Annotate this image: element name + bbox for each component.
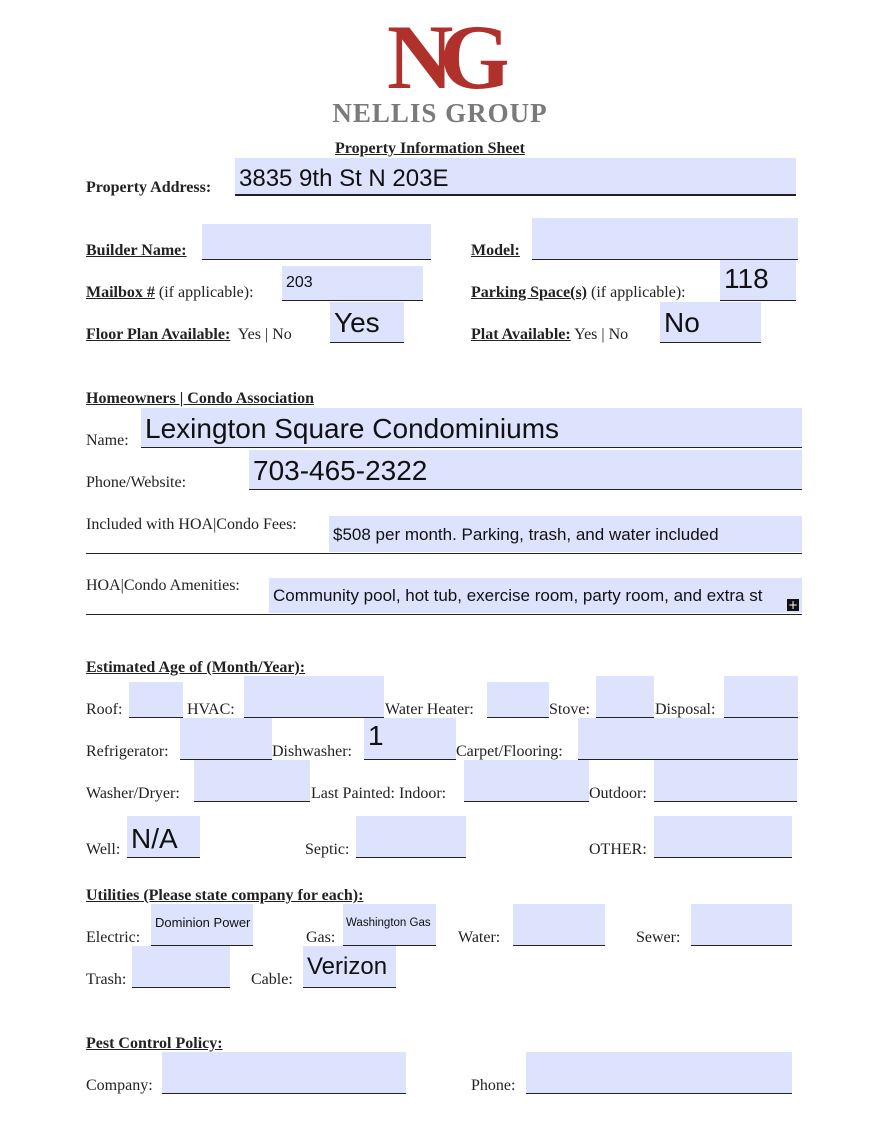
floor-plan-value: Yes (334, 307, 380, 338)
gas-value: Washington Gas (346, 917, 431, 929)
outdoor-label: Outdoor: (589, 785, 647, 802)
disposal-field[interactable] (724, 676, 798, 718)
dishwasher-label: Dishwasher: (272, 743, 352, 760)
dishwasher-field[interactable] (364, 718, 456, 760)
carpet-field[interactable] (578, 718, 798, 760)
hoa-amenities-label: HOA|Condo Amenities: (86, 577, 240, 594)
plat-field[interactable] (660, 302, 761, 343)
parking-label (471, 284, 686, 302)
pest-phone-label: Phone: (471, 1077, 516, 1094)
well-field[interactable] (127, 816, 200, 858)
hoa-fees-line (86, 553, 802, 554)
hvac-label: HVAC: (187, 701, 235, 718)
outdoor-field[interactable] (654, 760, 797, 802)
other-field[interactable] (654, 816, 792, 858)
builder-name-field[interactable] (202, 224, 431, 260)
hvac-field[interactable] (244, 676, 384, 718)
refrigerator-field[interactable] (180, 718, 272, 760)
cable-label: Cable: (251, 971, 293, 988)
stove-field[interactable] (596, 676, 654, 718)
plat-label (471, 326, 628, 344)
hoa-phone-label: Phone/Website: (86, 474, 187, 491)
trash-label: Trash: (86, 971, 127, 988)
model-field[interactable] (532, 218, 798, 260)
refrigerator-label: Refrigerator: (86, 743, 169, 760)
hoa-name-value: Lexington Square Condominiums (145, 413, 560, 444)
hoa-fees-field[interactable] (329, 516, 802, 552)
stove-label: Stove: (549, 701, 590, 718)
floor-plan-field[interactable] (330, 302, 404, 343)
utilities-heading: Utilities (Please state company for each): (86, 887, 364, 904)
parking-value: 118 (724, 263, 769, 294)
painted-indoor-field[interactable] (464, 760, 589, 802)
cable-value: Verizon (307, 953, 388, 980)
floor-plan-options: Yes | No (237, 326, 292, 343)
other-label: OTHER: (589, 841, 647, 858)
carpet-label: Carpet/Flooring: (456, 743, 563, 760)
floor-plan-label (86, 326, 292, 344)
electric-field[interactable] (151, 904, 253, 946)
hoa-amenities-value: Community pool, hot tub, exercise room, party room, and extra st (273, 586, 763, 605)
hoa-amenities-field[interactable] (269, 578, 802, 613)
sewer-field[interactable] (691, 904, 792, 946)
trash-field[interactable] (132, 946, 230, 988)
roof-label: Roof: (86, 701, 123, 718)
hoa-heading: Homeowners | Condo Association (86, 390, 314, 407)
hoa-fees-value: $508 per month. Parking, trash, and water included (333, 525, 719, 544)
washer-field[interactable] (194, 760, 310, 802)
logo-name: NELLIS GROUP (332, 98, 548, 128)
well-label: Well: (86, 841, 121, 858)
mailbox-field[interactable] (282, 266, 423, 301)
septic-field[interactable] (356, 816, 466, 858)
property-address-field[interactable] (235, 158, 796, 196)
mailbox-value: 203 (286, 274, 313, 291)
plat-label-text: Plat Available: (471, 326, 571, 343)
water-heater-field[interactable] (487, 682, 549, 718)
hoa-amenities-line (86, 614, 802, 615)
disposal-label: Disposal: (655, 701, 716, 718)
hoa-fees-label: Included with HOA|Condo Fees: (86, 516, 297, 533)
water-heater-label: Water Heater: (385, 701, 474, 718)
property-address-value: 3835 9th St N 203E (239, 165, 449, 192)
plat-value: No (664, 307, 700, 338)
logo-monogram (377, 14, 507, 94)
washer-label: Washer/Dryer: (86, 785, 180, 802)
electric-label: Electric: (86, 929, 141, 946)
pest-heading: Pest Control Policy: (86, 1035, 223, 1052)
plus-icon[interactable]: + (787, 598, 799, 612)
mailbox-label-text: Mailbox # (86, 284, 155, 301)
mailbox-label (86, 284, 254, 302)
parking-note: (if applicable): (591, 284, 686, 301)
electric-value: Dominion Power (155, 915, 251, 930)
parking-label-text: Parking Space(s) (471, 284, 587, 301)
hoa-phone-value: 703-465-2322 (253, 455, 428, 486)
cable-field[interactable] (303, 946, 396, 988)
roof-field[interactable] (129, 682, 183, 718)
dishwasher-value: 1 (368, 720, 384, 751)
age-heading: Estimated Age of (Month/Year): (86, 659, 306, 676)
water-field[interactable] (513, 904, 605, 946)
well-value: N/A (131, 823, 178, 854)
builder-name-label: Builder Name: (86, 242, 187, 259)
gas-field[interactable] (343, 904, 436, 946)
property-address-label: Property Address: (86, 179, 212, 196)
sheet-title: Property Information Sheet (335, 140, 525, 157)
hoa-name-field[interactable] (141, 408, 802, 448)
pest-company-label: Company: (86, 1077, 153, 1094)
plat-options: Yes | No (574, 326, 629, 343)
pest-company-field[interactable] (162, 1052, 406, 1094)
sewer-label: Sewer: (636, 929, 681, 946)
parking-field[interactable] (720, 260, 796, 301)
painted-indoor-label: Last Painted: Indoor: (311, 785, 447, 802)
mailbox-note: (if applicable): (158, 284, 254, 301)
hoa-name-label: Name: (86, 432, 129, 449)
septic-label: Septic: (305, 841, 350, 858)
water-label: Water: (458, 929, 501, 946)
pest-phone-field[interactable] (526, 1052, 792, 1094)
svg-text:NG: NG (387, 14, 497, 94)
model-label: Model: (471, 242, 520, 259)
hoa-phone-field[interactable] (249, 450, 802, 490)
floor-plan-label-text: Floor Plan Available: (86, 326, 231, 343)
gas-label: Gas: (306, 929, 336, 946)
